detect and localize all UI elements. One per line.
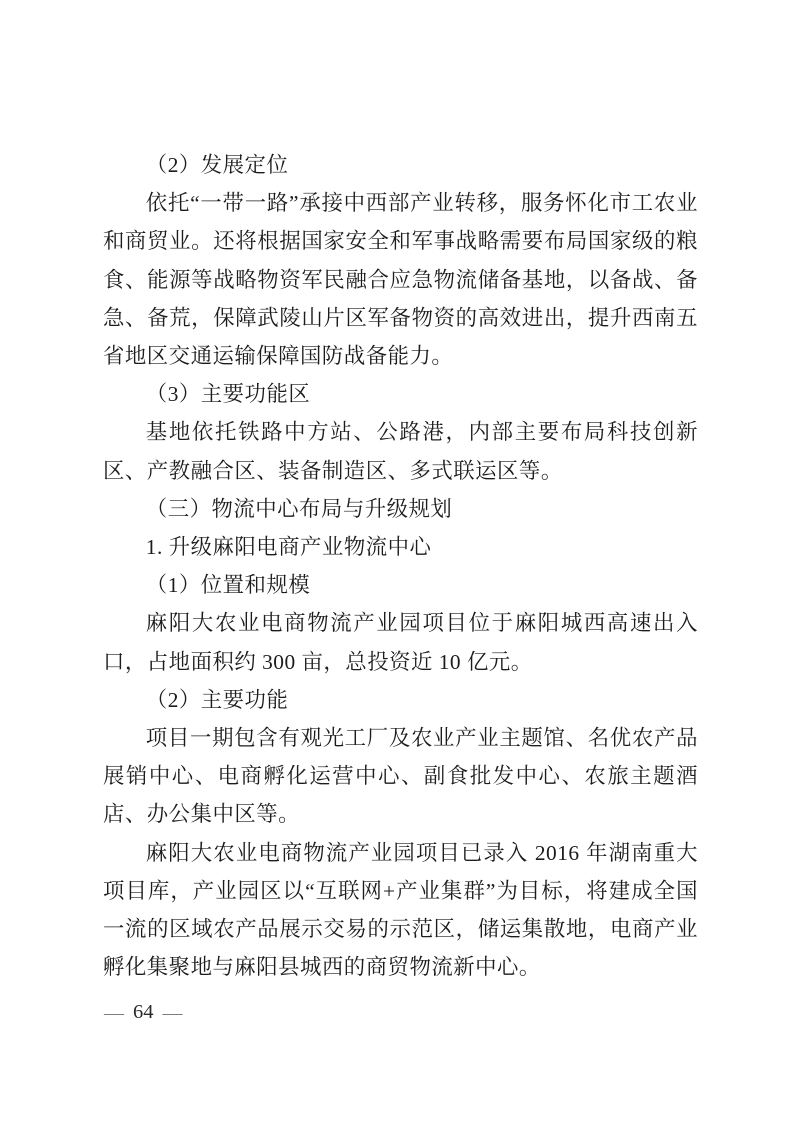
paragraph-project-status: 麻阳大农业电商物流产业园项目已录入 2016 年湖南重大项目库，产业园区以“互联网+产业集群”为目标，将建成全国一流的区域农产品展示交易的示范区，储运集散地，电商产业孵化集聚地与麻阳县城西的商贸物流新中心。 xyxy=(103,840,698,980)
page-footer xyxy=(104,1001,183,1024)
paragraph-main-functional-zones: 基地依托铁路中方站、公路港，内部主要布局科技创新区、产教融合区、装备制造区、多式联运区等。 xyxy=(103,420,698,483)
heading-1-upgrade-mayang-ecommerce-logistics-center: 1. 升级麻阳电商产业物流中心 xyxy=(145,535,432,560)
paragraph-location-and-scale: 麻阳大农业电商物流产业园项目位于麻阳城西高速出入口，占地面积约 300 亩，总投资近 10 亿元。 xyxy=(103,611,698,674)
document-body xyxy=(103,146,698,986)
heading-section-3-logistics-center-layout-upgrade-plan: （三）物流中心布局与升级规划 xyxy=(145,496,453,521)
heading-2-main-functions: （2）主要功能 xyxy=(145,687,289,712)
page-number: 64 xyxy=(133,1001,154,1023)
footer-left-dash: — xyxy=(104,1001,124,1024)
paragraph-development-positioning: 依托“一带一路”承接中西部产业转移，服务怀化市工农业和商贸业。还将根据国家安全和军事战略需要布局国家级的粮食、能源等战略物资军民融合应急物流储备基地，以备战、备急、备荒，保障武陵山片区军备物资的高效进出，提升西南五省地区交通运输保障国防战备能力。 xyxy=(103,191,698,369)
footer-right-dash: — xyxy=(162,1001,183,1024)
heading-2-development-positioning: （2）发展定位 xyxy=(145,153,289,177)
heading-3-main-functional-zones: （3）主要功能区 xyxy=(145,382,311,407)
heading-1-location-and-scale: （1）位置和规模 xyxy=(145,573,311,598)
paragraph-main-functions: 项目一期包含有观光工厂及农业产业主题馆、名优农产品展销中心、电商孵化运营中心、副食批发中心、农旅主题酒店、办公集中区等。 xyxy=(103,726,698,827)
